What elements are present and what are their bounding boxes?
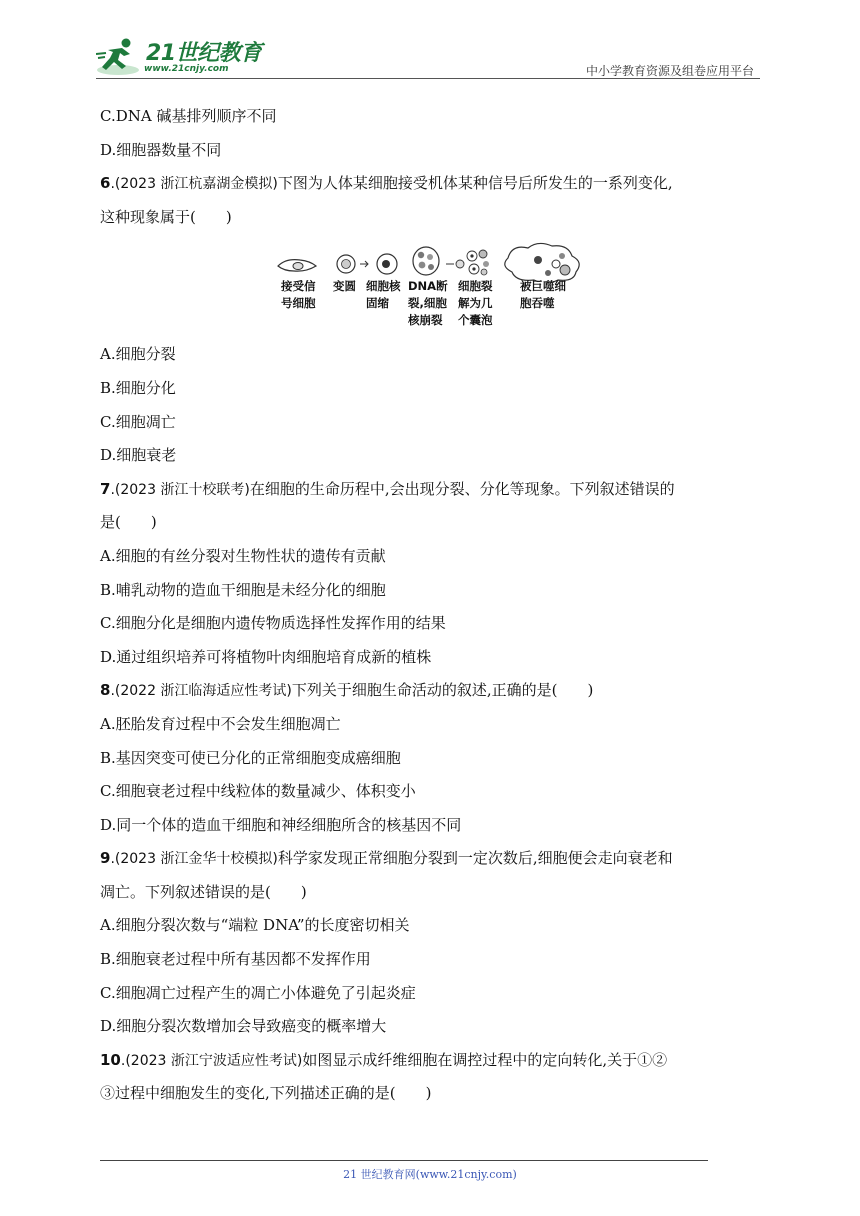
caption-receive-signal: 接受信 号细胞 (281, 279, 316, 311)
q6-option-b: B.细胞分化 (100, 378, 176, 397)
caption-vesicles: 细胞裂 解为几 个囊泡 (458, 279, 493, 328)
q9-source: .(2023 浙江金华十校模拟) (110, 851, 278, 868)
q10-text-2: ③过程中细胞发生的变化,下列描述正确的是( ) (100, 1084, 432, 1103)
q8-number: 8 (100, 681, 111, 700)
caption-phagocytosis: 被巨噬细 胞吞噬 (520, 279, 566, 311)
footer-divider (100, 1160, 708, 1161)
q7-stem (100, 473, 764, 507)
question-content (100, 100, 764, 1111)
runner-logo-icon (96, 36, 142, 78)
q9-option-d: D.细胞分裂次数增加会导致癌变的概率增大 (100, 1017, 387, 1036)
q10-source: .(2023 浙江宁波适应性考试) (120, 1052, 303, 1069)
q6-text-1: 下图为人体某细胞接受机体某种信号后所发生的一系列变化, (277, 174, 673, 193)
q8-option-c: C.细胞衰老过程中线粒体的数量减少、体积变小 (100, 782, 416, 801)
q8-option-d: D.同一个体的造血干细胞和神经细胞所含的核基因不同 (100, 815, 462, 834)
q7-option-c: C.细胞分化是细胞内遗传物质选择性发挥作用的结果 (100, 614, 446, 633)
logo-url: www.21cnjy.com (144, 64, 229, 74)
q9-text-2: 凋亡。下列叙述错误的是( ) (100, 882, 307, 901)
page-header (96, 34, 760, 82)
logo (96, 34, 266, 80)
q8-option-a: A.胚胎发育过程中不会发生细胞凋亡 (100, 714, 341, 733)
q6-text-2: 这种现象属于( ) (100, 207, 232, 226)
q5-option-c: C.DNA 碱基排列顺序不同 (100, 107, 277, 125)
q8-source: .(2022 浙江临海适应性考试) (110, 683, 292, 700)
q9-option-a: A.细胞分裂次数与“端粒 DNA”的长度密切相关 (100, 916, 410, 935)
platform-name: 中小学教育资源及组卷应用平台 (585, 64, 754, 78)
q9-stem (100, 842, 764, 876)
q6-source: .(2023 浙江杭嘉湖金模拟) (110, 176, 278, 193)
caption-dna-break: DNA断 裂,细胞 核崩裂 (408, 279, 448, 328)
q6-option-c: C.细胞凋亡 (100, 412, 176, 431)
q7-text-2: 是( ) (100, 513, 157, 532)
header-divider (96, 78, 760, 79)
q9-option-b: B.细胞衰老过程中所有基因都不发挥作用 (100, 950, 371, 969)
caption-round: 变圆 (333, 279, 356, 294)
q6-option-a: A.细胞分裂 (100, 345, 176, 364)
q6-stem (100, 167, 764, 201)
apoptosis-figure (100, 240, 764, 332)
q7-source: .(2023 浙江十校联考) (110, 481, 250, 498)
q7-text-1: 在细胞的生命历程中,会出现分裂、分化等现象。下列叙述错误的 (249, 479, 675, 498)
q9-number: 9 (100, 849, 111, 868)
apoptosis-diagram (276, 240, 596, 282)
q10-text-1: 如图显示成纤维细胞在调控过程中的定向转化,关于①② (302, 1050, 668, 1069)
q6-number: 6 (100, 174, 111, 193)
q7-number: 7 (100, 479, 111, 498)
q10-number: 10 (100, 1050, 121, 1069)
footer-text: 21 世纪教育网(www.21cnjy.com) (343, 1168, 517, 1181)
q6-option-d: D.细胞衰老 (100, 446, 177, 465)
q9-option-c: C.细胞凋亡过程产生的凋亡小体避免了引起炎症 (100, 983, 416, 1002)
logo-text: 21世纪教育 (146, 41, 262, 66)
q10-stem (100, 1044, 764, 1078)
q9-text-1: 科学家发现正常细胞分裂到一定次数后,细胞便会走向衰老和 (277, 849, 673, 868)
q7-option-d: D.通过组织培养可将植物叶肉细胞培育成新的植株 (100, 647, 432, 666)
q7-option-b: B.哺乳动物的造血干细胞是未经分化的细胞 (100, 580, 386, 599)
q5-option-d: D.细胞器数量不同 (100, 140, 222, 159)
caption-nucleus-condense: 细胞核 固缩 (366, 279, 401, 311)
q8-option-b: B.基因突变可使已分化的正常细胞变成癌细胞 (100, 748, 401, 767)
q8-text-1: 下列关于细胞生命活动的叙述,正确的是( ) (291, 681, 594, 700)
q8-stem (100, 674, 764, 708)
q7-option-a: A.细胞的有丝分裂对生物性状的遗传有贡献 (100, 546, 386, 565)
